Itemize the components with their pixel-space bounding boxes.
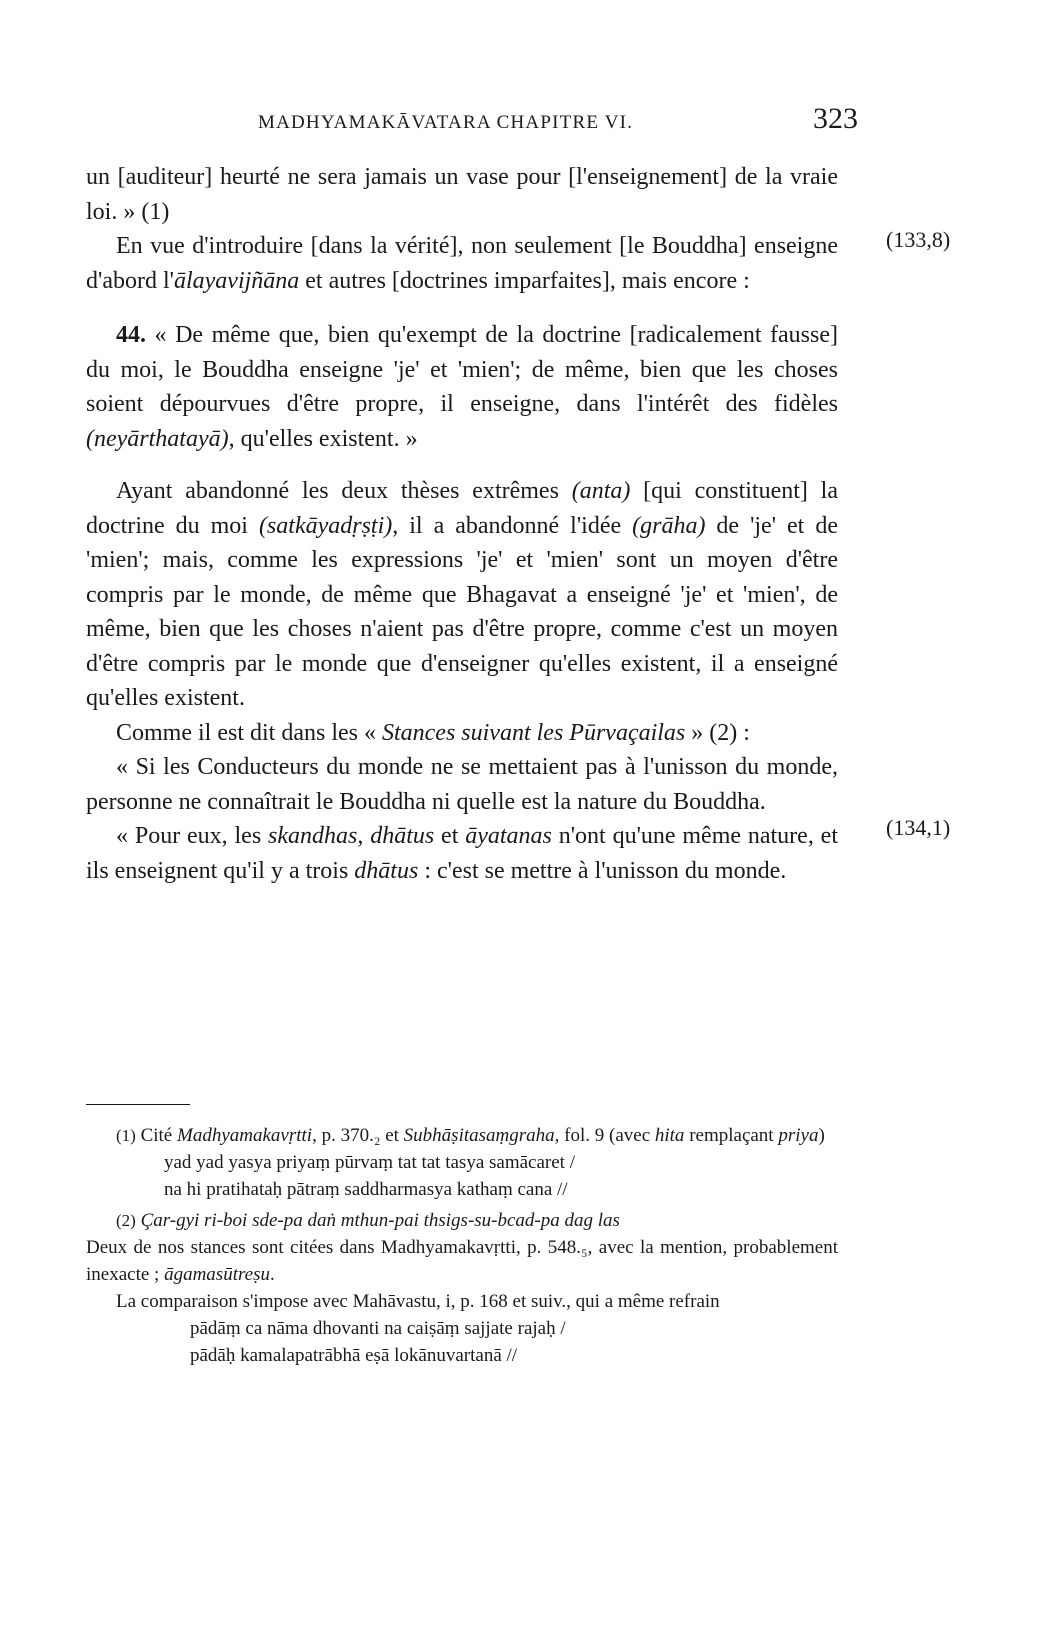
paragraph-3: Ayant abandonné les deux thèses extrêmes (anta) [qui constituent] la doctrine du moi (satkāyadṛṣṭi), il a abandonné l'idée (grāha) de 'je' et de 'mien'; mais, comme les expressions 'je' et 'mien' sont un moyen d'être compris par le monde, de même que Bhagavat a enseigné 'je' et 'mien', de même, bien que les choses n'aient pas d'être propre, comme c'est un moyen d'être compris par le monde que d'enseigner qu'elles existent, il a enseigné qu'elles existent.: [86, 478, 838, 711]
footnote-2-comparison: La comparaison s'impose avec Mahāvastu, i, p. 168 et suiv., qui a même refrain: [116, 1291, 720, 1312]
running-title: MADHYAMAKĀVATARA CHAPITRE VI.: [258, 112, 634, 133]
term-neyarthataya: (neyārthatayā): [86, 425, 229, 452]
footnote-2-text: Deux de nos stances sont citées dans Madhyamakavṛtti, p. 548.₅, avec la mention, probablement inexacte ; āgamasūtreṣu.: [86, 1237, 838, 1285]
page-number: 323: [813, 102, 858, 135]
stanza-44: 44. « De même que, bien qu'exempt de la doctrine [radicalement fausse] du moi, le Bouddha enseigne 'je' et 'mien'; de même, bien que les choses soient dépourvues d'être propre, il enseigne, dans l'intérêt des fidèles (neyārthatayā), qu'elles existent. »: [86, 322, 838, 452]
quote-paragraph-2: « Pour eux, les skandhas, dhātus et āyatanas n'ont qu'une même nature, et ils enseignent qu'il y a trois dhātus : c'est se mettre à l'unisson du monde.: [86, 823, 838, 884]
footnote-2-verse-2: pādāḥ kamalapatrābhā eṣā lokānuvartanā //: [190, 1345, 518, 1366]
paragraph-1: un [auditeur] heurté ne sera jamais un vase pour [l'enseignement] de la vraie loi. » (1): [86, 164, 838, 225]
footnote-divider: [86, 1104, 190, 1105]
margin-reference-133: (133,8): [886, 227, 951, 252]
stanza-number: 44.: [116, 322, 146, 348]
term-dhatus-2: dhātus: [354, 857, 419, 884]
quote-paragraph-1: « Si les Conducteurs du monde ne se mettaient pas à l'unisson du monde, personne ne connaîtrait le Bouddha ni quelle est la nature du Bouddha.: [86, 754, 838, 815]
page-header: [258, 102, 858, 142]
term-stances-title: Stances suivant les Pūrvaçailas: [381, 719, 686, 746]
term-dhatus: dhātus: [370, 823, 435, 849]
term-satkayadrsti: (satkāyadṛṣṭi): [258, 512, 393, 539]
paragraph-2: En vue d'introduire [dans la vérité], non seulement [le Bouddha] enseigne d'abord l'ālayavijñāna et autres [doctrines imparfaites], mais encore :: [86, 233, 838, 294]
footnote-1: (1) Cité Madhyamakavṛtti, p. 370.₂ et Subhāṣitasaṃgraha, fol. 9 (avec hita remplaçant priya): [116, 1125, 825, 1146]
term-ayatanas: āyatanas: [465, 823, 552, 849]
term-skandhas: skandhas: [268, 823, 358, 849]
term-graha: (grāha): [632, 512, 706, 539]
term-anta: (anta): [571, 478, 631, 504]
margin-reference-134: (134,1): [886, 815, 951, 840]
footnote-2-title: (2) Çar-gyi ri-boi sde-pa daṅ mthun-pai thsigs-su-bcad-pa dag las: [116, 1210, 620, 1231]
footnote-1-verse-2: na hi pratihataḥ pātraṃ saddharmasya kathaṃ cana //: [164, 1179, 568, 1200]
footnote-1-verse-1: yad yad yasya priyaṃ pūrvaṃ tat tat tasya samācaret /: [164, 1152, 575, 1173]
footnote-2-verse-1: pādāṃ ca nāma dhovanti na caiṣāṃ sajjate rajaḥ /: [190, 1318, 566, 1339]
term-alayavijnana: ālayavijñāna: [173, 267, 300, 294]
paragraph-4: Comme il est dit dans les « Stances suivant les Pūrvaçailas » (2) :: [116, 719, 750, 746]
main-text: [86, 160, 838, 888]
footnotes: [86, 1122, 838, 1369]
